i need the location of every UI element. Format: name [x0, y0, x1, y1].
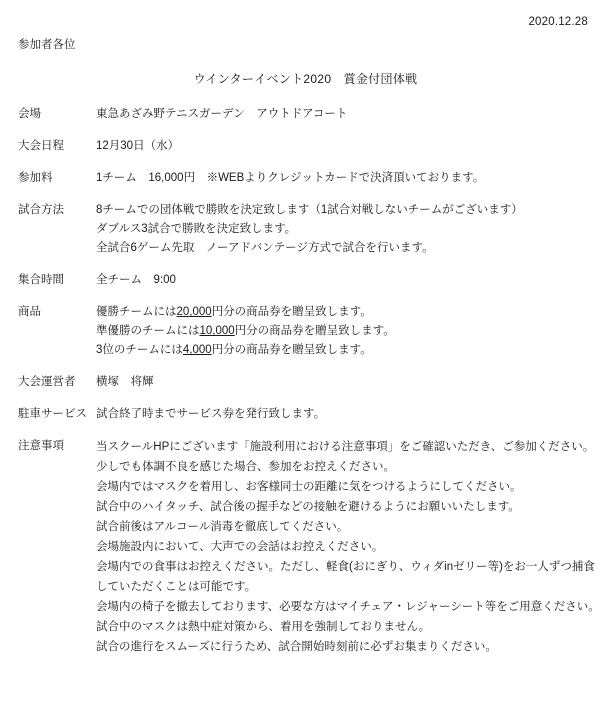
section-label: 大会運営者: [18, 376, 76, 388]
section-line: 試合終了時までサービス券を発行致します。: [96, 408, 326, 420]
section-line: 全チーム 9:00: [96, 274, 176, 286]
section-label: 駐車サービス: [18, 408, 87, 420]
section-line: ダブルス3試合で勝敗を決定致します。: [96, 223, 297, 235]
section-line: 試合中のハイタッチ、試合後の握手などの接触を避けるようにお願いいたします。: [96, 501, 520, 513]
section-body: [96, 271, 593, 290]
section-prizes: [18, 303, 593, 360]
section-line: 3位のチームには4,000円分の商品券を贈呈致します。: [96, 344, 372, 356]
section-line: 当スクールHPにございます「施設利用における注意事項」をご確認いただき、ご参加ください。: [96, 441, 595, 453]
section-venue: [18, 105, 593, 124]
section-match-format: [18, 201, 593, 258]
section-notices: [18, 437, 600, 657]
section-line: 優勝チームには20,000円分の商品券を贈呈致します。: [96, 306, 372, 318]
section-body: [96, 303, 593, 360]
section-line: 試合前後はアルコール消毒を徹底してください。: [96, 521, 349, 533]
section-line: 準優勝のチームには10,000円分の商品券を贈呈致します。: [96, 325, 395, 337]
page-title: ウインターイベント2020 賞金付団体戦: [193, 72, 418, 86]
section-label: 集合時間: [18, 274, 64, 286]
section-organizer: [18, 373, 593, 392]
section-line: 横塚 将輝: [96, 376, 154, 388]
section-meeting-time: [18, 271, 593, 290]
section-line: 試合中のマスクは熱中症対策から、着用を強制しておりません。: [96, 621, 431, 633]
section-line: 会場内ではマスクを着用し、お客様同士の距離に気をつけるようにしてください。: [96, 481, 522, 493]
section-body: [96, 373, 593, 392]
section-label: 注意事項: [18, 440, 64, 452]
document-sections: [18, 105, 600, 657]
section-body: [96, 201, 593, 258]
section-body: [96, 405, 593, 424]
section-body: [96, 137, 593, 156]
section-line: 1チーム 16,000円 ※WEBよりクレジットカードで決済頂いております。: [96, 172, 485, 184]
section-line: 会場内での食事はお控えください。ただし、軽食(おにぎり、ウィダinゼリー等)をお一人ずつ捕食: [96, 561, 595, 573]
section-label: 試合方法: [18, 204, 64, 216]
section-fee: [18, 169, 593, 188]
section-line: 8チームでの団体戦で勝敗を決定致します（1試合対戦しないチームがございます）: [96, 204, 523, 216]
section-line: 会場施設内において、大声での会話はお控えください。: [96, 541, 384, 553]
section-body: [96, 437, 600, 657]
section-line: 東急あざみ野テニスガーデン アウトドアコート: [96, 108, 348, 120]
section-line: 全試合6ゲーム先取 ノーアドバンテージ方式で試合を行います。: [96, 242, 434, 254]
section-line: 会場内の椅子を撤去しております、必要な方はマイチェア・レジャーシート等をご用意ください。: [96, 601, 600, 613]
section-line: していただくことは可能です。: [96, 581, 257, 593]
section-body: [96, 105, 593, 124]
section-label: 大会日程: [18, 140, 64, 152]
section-label: 参加料: [18, 172, 53, 184]
section-line: 12月30日（水）: [96, 140, 180, 152]
section-line: 試合の進行をスムーズに行うため、試合開始時刻前に必ずお集まりください。: [96, 641, 497, 653]
section-line: 少しでも体調不良を感じた場合、参加をお控えください。: [96, 461, 395, 473]
document-addressee: 参加者各位: [18, 39, 76, 51]
section-body: [96, 169, 593, 188]
section-parking: [18, 405, 593, 424]
section-label: 商品: [18, 306, 41, 318]
section-label: 会場: [18, 108, 41, 120]
section-schedule: [18, 137, 593, 156]
document-date: 2020.12.28: [528, 16, 588, 28]
